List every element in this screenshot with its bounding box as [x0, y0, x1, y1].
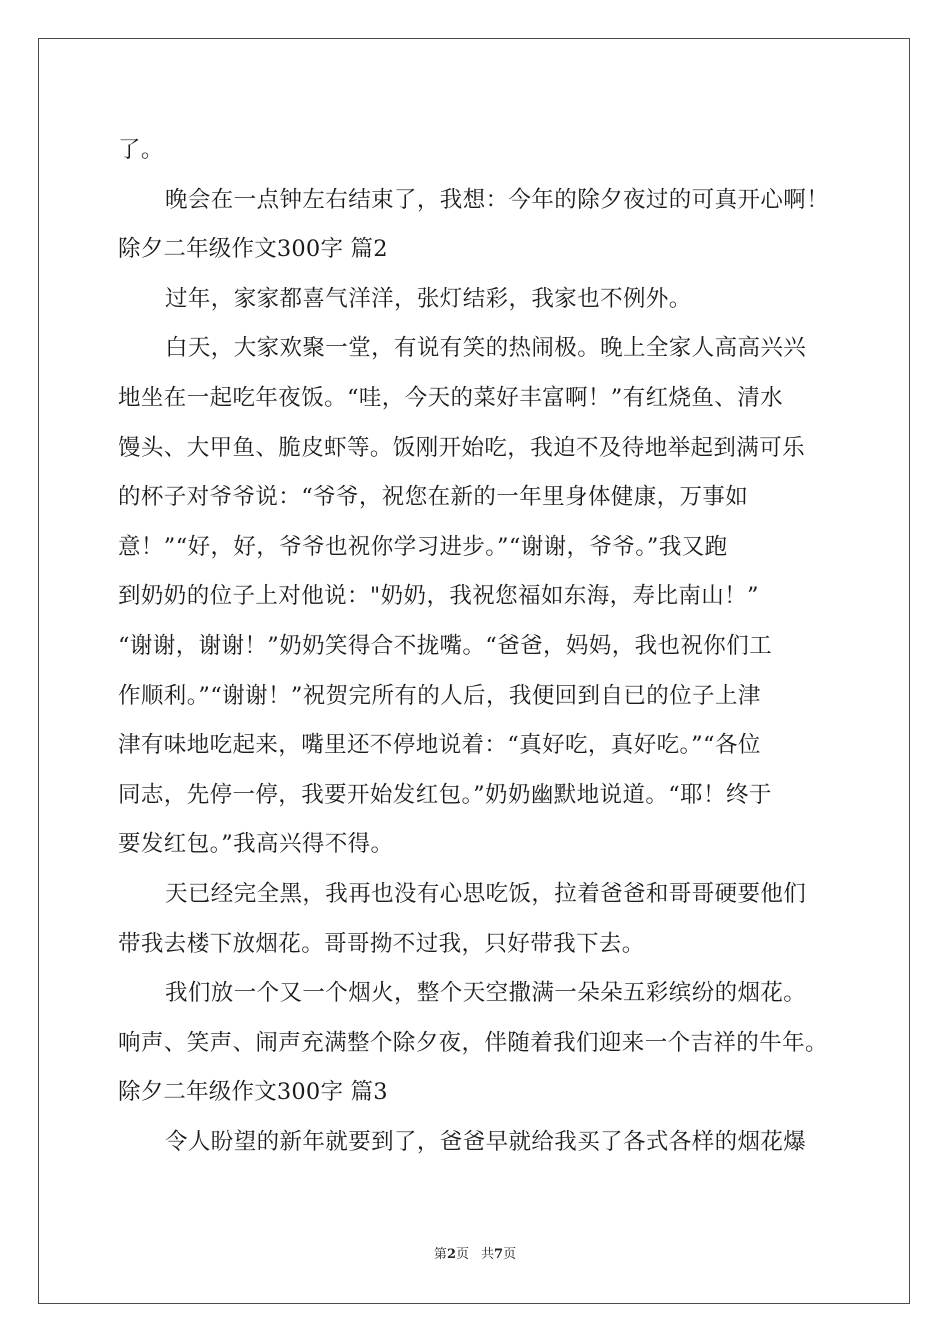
text-line: 地坐在一起吃年夜饭。“哇，今天的菜好丰富啊！”有红烧鱼、清水 — [118, 384, 784, 411]
page-prefix: 第 — [433, 1247, 447, 1262]
text-line: 馒头、大甲鱼、脆皮虾等。饭刚开始吃，我迫不及待地举起到满可乐 — [118, 434, 806, 461]
text-line: 的杯子对爷爷说：“爷爷，祝您在新的一年里身体健康，万事如 — [118, 484, 749, 511]
total-pages: 7 — [494, 1247, 504, 1262]
text-line: 过年，家家都喜气洋洋，张灯结彩，我家也不例外。 — [165, 285, 692, 312]
text-line: 令人盼望的新年就要到了，爸爸早就给我买了各式各样的烟花爆 — [165, 1128, 807, 1155]
text-line: 到奶奶的位子上对他说："奶奶，我祝您福如东海，寿比南山！” — [118, 583, 759, 610]
text-line: 津有味地吃起来，嘴里还不停地说着：“真好吃，真好吃。”“各位 — [118, 732, 761, 759]
text-line: 同志，先停一停，我要开始发红包。”奶奶幽默地说道。“耶！终于 — [118, 781, 772, 808]
total-suffix: 页 — [503, 1247, 517, 1262]
text-line: 作顺利。”“谢谢！”祝贺完所有的人后，我便回到自已的位子上津 — [118, 682, 761, 709]
total-prefix: 共 — [481, 1247, 495, 1262]
text-line: 要发红包。”我高兴得不得。 — [118, 831, 394, 858]
text-line: 我们放一个又一个烟火，整个天空撒满一朵朵五彩缤纷的烟花。 — [165, 980, 807, 1007]
text-line: 带我去楼下放烟花。哥哥拗不过我，只好带我下去。 — [118, 930, 645, 957]
text-line: 天已经完全黑，我再也没有心思吃饭，拉着爸爸和哥哥硬要他们 — [165, 880, 807, 907]
text-line: 白天，大家欢聚一堂，有说有笑的热闹极。晚上全家人高高兴兴 — [165, 335, 807, 362]
document-body — [118, 126, 838, 1167]
page-suffix: 页 — [455, 1247, 469, 1262]
section-heading: 除夕二年级作文300字 篇3 — [118, 1079, 388, 1106]
text-line: “谢谢，谢谢！”奶奶笑得合不拢嘴。“爸爸，妈妈，我也祝你们工 — [118, 632, 773, 659]
text-line: 了。 — [118, 137, 164, 163]
text-line: 晚会在一点钟左右结束了，我想：今年的除夕夜过的可真开心啊！ — [165, 186, 830, 213]
page-number: 2 — [446, 1247, 456, 1262]
section-heading: 除夕二年级作文300字 篇2 — [118, 236, 388, 263]
page-footer — [0, 1247, 950, 1263]
text-line: 响声、笑声、闹声充满整个除夕夜，伴随着我们迎来一个吉祥的牛年。 — [118, 1029, 828, 1056]
text-line: 意！”“好，好，爷爷也祝你学习进步。”“谢谢，爷爷。”我又跑 — [118, 533, 728, 560]
